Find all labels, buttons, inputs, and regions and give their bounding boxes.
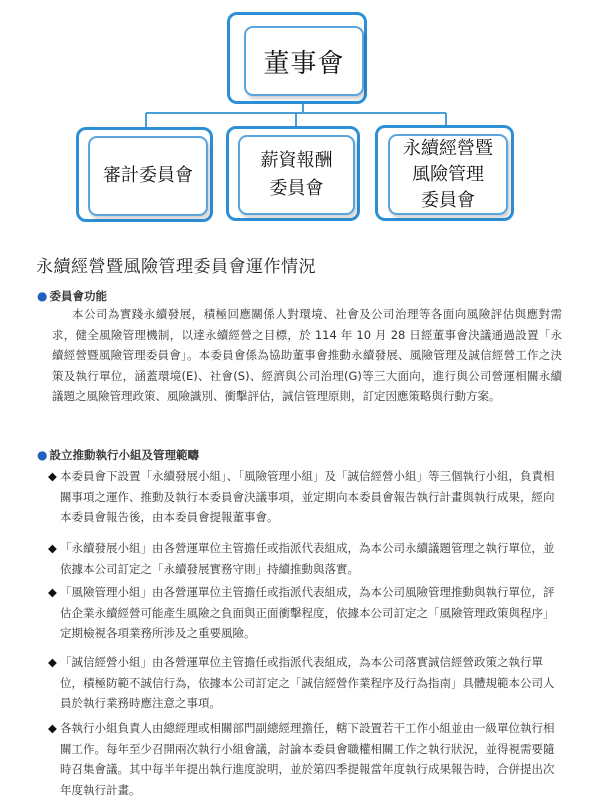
diamond-bullet-icon: ◆ (48, 469, 57, 483)
compensation-committee-label-line2: 委員會 (269, 178, 324, 199)
diamond-bullet-icon: ◆ (48, 585, 57, 599)
list-item-text: 「誠信經營小組」由各營運單位主管擔任或指派代表組成，為本公司落實誠信經營政策之執行單位，積極防範不誠信行為，依據本公司訂定之「誠信經營作業程序及行為指南」具體規範本公司人員於執行業務時應注意之事項。 (60, 655, 555, 711)
compensation-committee-node (238, 135, 355, 215)
audit-committee-node (88, 136, 208, 216)
sustainability-committee-label-line1: 永續經營暨 (403, 137, 493, 159)
groups-heading-label: 設立推動執行小組及管理範疇 (49, 448, 199, 462)
section-title: 永續經營暨風險管理委員會運作情況 (36, 257, 316, 277)
org-chart (0, 0, 600, 230)
compensation-committee-label-line1: 薪資報酬 (260, 150, 333, 171)
list-item-text: 「永續發展小組」由各營運單位主管擔任或指派代表組成，為本公司永續議題管理之執行單位，並依據本公司訂定之「永續發展實務守則」持續推動與落實。 (60, 541, 555, 576)
list-item (48, 538, 564, 579)
function-heading (37, 288, 107, 304)
sustainability-committee-node (388, 134, 508, 215)
list-item (48, 466, 564, 528)
sustainability-committee-label-line3: 委員會 (421, 189, 475, 211)
list-item (48, 652, 564, 714)
board-node (244, 26, 364, 96)
sustainability-committee-label-line2: 風險管理 (412, 163, 484, 185)
audit-committee-label: 審計委員會 (103, 165, 193, 186)
function-heading-label: 委員會功能 (49, 289, 107, 303)
list-item (48, 718, 564, 800)
board-label: 董事會 (263, 48, 345, 79)
list-item-text: 各執行小組負責人由總經理或相關部門副總經理擔任，轄下設置若干工作小組並由一級單位執行相關工作。每年至少召開兩次執行小組會議，討論本委員會職權相關工作之執行狀況，並得視需要隨時召集會議。其中每半年提出執行進度說明，並於第四季提報當年度執行成果報告時，合併提出次年度執行計畫。 (60, 721, 555, 797)
bullet-dot-icon: ● (37, 289, 48, 303)
diamond-bullet-icon: ◆ (48, 655, 57, 669)
groups-heading (37, 447, 199, 463)
diamond-bullet-icon: ◆ (48, 541, 57, 555)
list-item (48, 582, 564, 644)
bullet-dot-icon: ● (37, 448, 48, 462)
function-paragraph: 本公司為實踐永續發展，積極回應關係人對環境、社會及公司治理等各面向風險評估與應對需求，健全風險管理機制，以達永續經營之目標，於 114 年 10 月 28 日經董事會決議通過設置「永續經營暨風險管理委員會」。本委員會係為協助董事會推動永續發展、風險管理及誠信經營工作之決策及執行單位，涵蓋環境(E)、社會(S)、經濟與公司治理(G)等三大面向，進行與公司營運相關永續議題之風險管理政策、風險識別、衝擊評估，誠信管理原則，訂定因應策略與行動方案。 (52, 307, 562, 404)
list-item-text: 「風險管理小組」由各營運單位主管擔任或指派代表組成，為本公司風險管理推動與執行單位，評估企業永續經營可能產生風險之負面與正面衝擊程度，依據本公司訂定之「風險管理政策與程序」定期檢視各項業務所涉及之重要風險。 (60, 585, 555, 641)
list-item-text: 本委員會下設置「永續發展小組」、「風險管理小組」及「誠信經營小組」等三個執行小組，負責相關事項之運作、推動及執行本委員會決議事項，並定期向本委員會報告執行計畫與執行成果，經向本委員會報告後，由本委員會提報董事會。 (60, 469, 555, 525)
diamond-bullet-icon: ◆ (48, 721, 57, 735)
